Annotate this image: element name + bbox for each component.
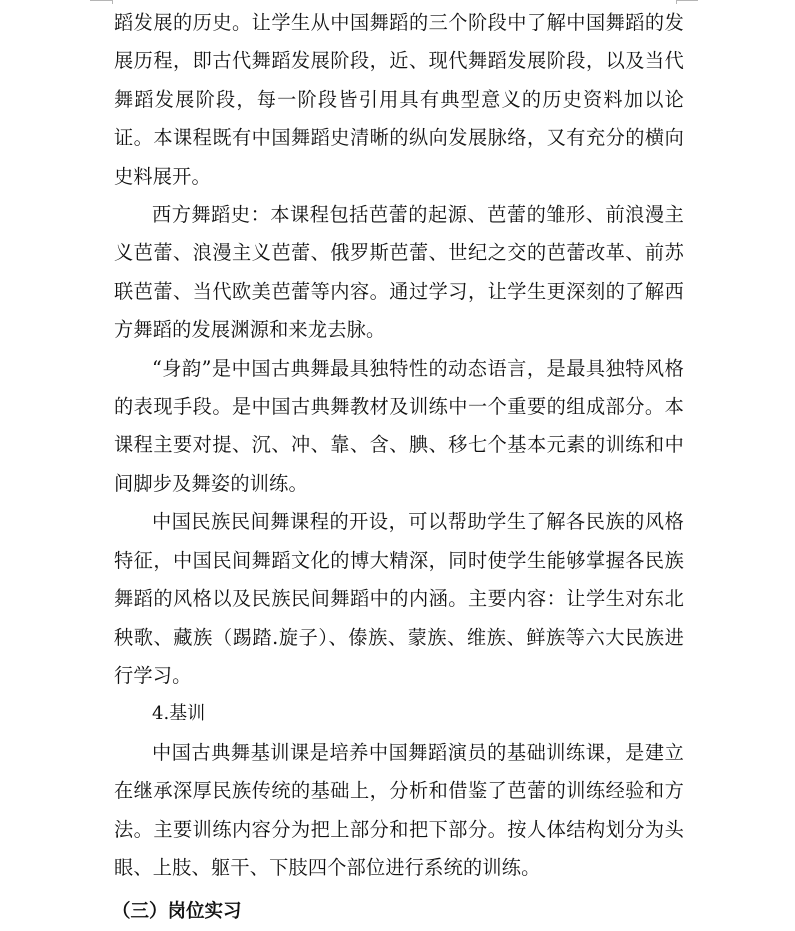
page-corner-mark-left — [90, 0, 112, 1]
paragraph-shenyun: “身韵”是中国古典舞最具独特性的动态语言，是最具独特风格的表现手段。是中国古典舞教材及训练中一个重要的组成部分。本课程主要对提、沉、冲、靠、含、腆、移七个基本元素的训练和中间脚步及舞姿的训练。 — [114, 356, 684, 495]
subheading-basic-training: 4.基训 — [152, 703, 206, 725]
paragraph-folk-dance: 中国民族民间舞课程的开设，可以帮助学生了解各民族的风格特征，中国民间舞蹈文化的博大精深，同时使学生能够掌握各民族舞蹈的风格以及民族民间舞蹈中的内涵。主要内容：让学生对东北秧歌、藏族（踢踏.旋子）、傣族、蒙族、维族、鲜族等六大民族进行学习。 — [114, 510, 684, 687]
document-body — [114, 4, 684, 887]
paragraph-dance-history: 蹈发展的历史。让学生从中国舞蹈的三个阶段中了解中国舞蹈的发展历程，即古代舞蹈发展阶段，近、现代舞蹈发展阶段，以及当代舞蹈发展阶段，每一阶段皆引用具有典型意义的历史资料加以论证。本课程既有中国舞蹈史清晰的纵向发展脉络，又有充分的横向史料展开。 — [114, 11, 684, 188]
paragraph-basic-training: 中国古典舞基训课是培养中国舞蹈演员的基础训练课，是建立在继承深厚民族传统的基础上，分析和借鉴了芭蕾的训练经验和方法。主要训练内容分为把上部分和把下部分。按人体结构划分为头眼、上肢、躯干、下肢四个部位进行系统的训练。 — [114, 740, 684, 879]
section-heading-internship: （三）岗位实习 — [112, 901, 242, 922]
paragraph-western-dance-history: 西方舞蹈史：本课程包括芭蕾的起源、芭蕾的雏形、前浪漫主义芭蕾、浪漫主义芭蕾、俄罗斯芭蕾、世纪之交的芭蕾改革、前苏联芭蕾、当代欧美芭蕾等内容。通过学习，让学生更深刻的了解西方舞蹈的发展渊源和来龙去脉。 — [114, 203, 684, 342]
page-corner-mark-right — [676, 0, 698, 1]
page-corner-mark-left-vertical — [112, 0, 113, 4]
